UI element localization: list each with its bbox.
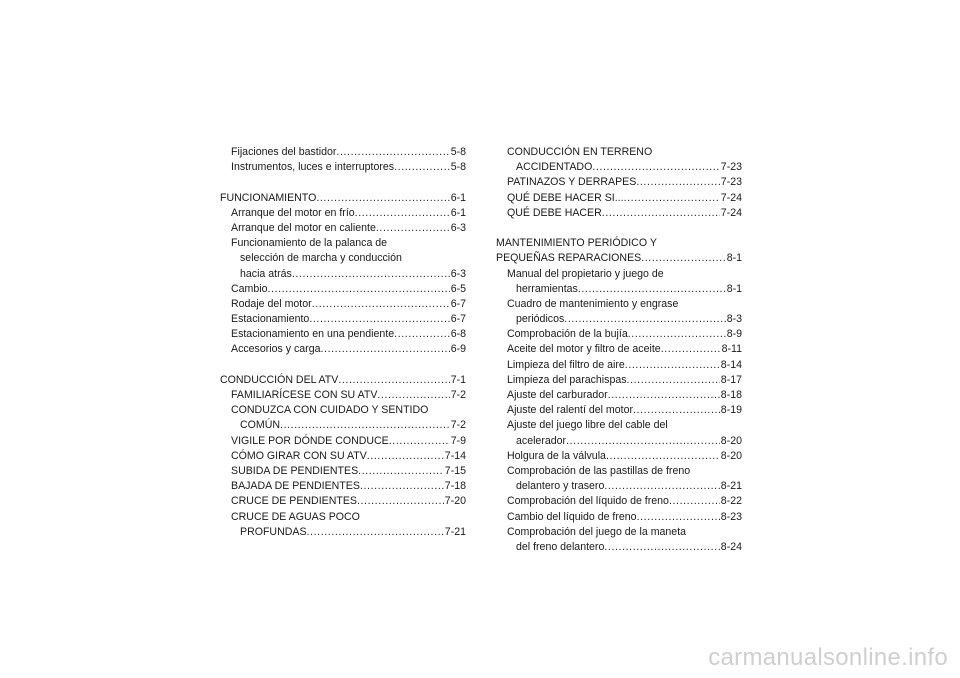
toc-page-number: 8-24 (720, 540, 742, 553)
toc-dot-leader (321, 342, 450, 357)
toc-page-number: 5-8 (450, 146, 466, 158)
toc-entry-title: Holgura de la válvula (507, 449, 606, 462)
toc-page-number: 7-23 (720, 176, 742, 189)
toc-dot-leader (602, 206, 720, 221)
toc-entry[interactable] (496, 282, 742, 297)
toc-dot-leader (312, 297, 450, 312)
toc-entry-title: selección de marcha y conducción (240, 252, 402, 265)
toc-entry-title: FUNCIONAMIENTO (220, 191, 317, 204)
toc-entry-title: Aceite del motor y filtro de aceite (507, 343, 661, 356)
toc-entry[interactable] (220, 282, 466, 297)
toc-entry[interactable] (220, 206, 466, 221)
toc-page-number: 6-3 (450, 221, 466, 234)
toc-entry[interactable] (220, 236, 466, 251)
toc-entry[interactable] (496, 449, 742, 464)
toc-dot-leader (389, 434, 450, 449)
toc-dot-leader (360, 479, 444, 494)
toc-entry-title: Ajuste del carburador (507, 389, 608, 401)
toc-chapter-entry[interactable] (496, 236, 742, 251)
toc-entry-title: Ajuste del juego libre del cable del (507, 419, 668, 432)
toc-entry[interactable] (220, 449, 466, 464)
toc-entry[interactable] (220, 221, 466, 236)
toc-entry-title: PATINAZOS Y DERRAPES (507, 176, 637, 189)
toc-entry-title: hacia atrás (240, 267, 292, 280)
toc-entry[interactable] (220, 510, 466, 525)
toc-page-number: 7-14 (444, 449, 466, 462)
toc-entry-title: COMÚN (240, 419, 281, 432)
toc-page-number: 5-8 (450, 161, 466, 174)
toc-chapter-entry[interactable] (220, 191, 466, 206)
toc-entry-title: Comprobación de las pastillas de freno (507, 464, 691, 477)
toc-page-number: 6-3 (450, 267, 466, 280)
toc-page-number: 6-1 (450, 206, 466, 219)
toc-dot-leader (636, 175, 719, 190)
toc-entry-title: delantero y trasero (516, 480, 605, 493)
toc-dot-leader (641, 251, 725, 266)
toc-dot-leader (268, 282, 450, 297)
toc-entry-title: Comprobación de la bujía (507, 328, 628, 341)
toc-spacer (220, 175, 466, 190)
toc-entry[interactable] (496, 145, 742, 160)
toc-entry-title: periódicos (516, 313, 565, 326)
toc-dot-leader (604, 540, 719, 555)
toc-dot-leader (357, 494, 444, 509)
toc-entry[interactable] (496, 388, 742, 403)
toc-page-number: 7-2 (450, 419, 466, 432)
toc-dot-leader (592, 160, 719, 175)
toc-entry[interactable] (496, 510, 742, 525)
toc-entry-title: Comprobación del líquido de freno (507, 495, 669, 508)
toc-entry-title: Cambio del líquido de freno (507, 510, 637, 523)
toc-entry-title: QUÉ DEBE HACER SI... (507, 191, 624, 204)
toc-page-number: 8-9 (726, 328, 742, 341)
toc-page-number: 7-15 (444, 464, 466, 477)
toc-dot-leader (377, 388, 449, 403)
toc-page-number: 7-2 (450, 389, 466, 401)
toc-entry-title: Accesorios y carga (231, 343, 321, 356)
toc-entry[interactable] (496, 479, 742, 494)
toc-entry[interactable] (496, 464, 742, 479)
toc-entry-title: Ajuste del ralentí del motor (507, 404, 634, 417)
toc-entry[interactable] (496, 342, 742, 357)
toc-entry[interactable] (496, 403, 742, 418)
toc-entry-title: BAJADA DE PENDIENTES (231, 480, 360, 493)
toc-page-number: 6-5 (450, 282, 466, 295)
toc-entry-title: VIGILE POR DÓNDE CONDUCE (231, 434, 389, 447)
toc-entry-title: CONDUZCA CON CUIDADO Y SENTIDO (231, 404, 429, 417)
toc-entry-title: Funcionamiento de la palanca de (231, 237, 388, 250)
toc-entry-title: CONDUCCIÓN EN TERRENO (507, 146, 653, 158)
toc-entry[interactable] (496, 175, 742, 190)
toc-page-number: 7-24 (720, 191, 742, 204)
toc-entry[interactable] (496, 327, 742, 342)
toc-dot-leader (394, 327, 450, 342)
toc-entry-title: CRUCE DE PENDIENTES (231, 495, 357, 508)
toc-entry[interactable] (496, 525, 742, 540)
toc-chapter-entry[interactable] (220, 373, 466, 388)
toc-entry[interactable] (496, 494, 742, 509)
toc-dot-leader (564, 312, 725, 327)
toc-dot-leader (608, 388, 720, 403)
toc-entry[interactable] (496, 267, 742, 282)
toc-page-number: 7-24 (720, 206, 742, 219)
toc-entry-title: Estacionamiento en una pendiente (231, 328, 395, 341)
toc-entry-title: Arranque del motor en frío (231, 206, 355, 219)
toc-page-number: 8-17 (720, 373, 742, 386)
toc-entry-title: Cambio (231, 282, 268, 295)
toc-entry[interactable] (220, 388, 466, 403)
toc-entry[interactable] (496, 434, 742, 449)
toc-page-number: 7-9 (450, 434, 466, 447)
toc-entry[interactable] (220, 160, 466, 175)
toc-page-number: 6-9 (450, 343, 466, 356)
toc-page-number: 6-7 (450, 297, 466, 310)
toc-entry[interactable] (220, 479, 466, 494)
toc-spacer (220, 358, 466, 373)
toc-dot-leader (309, 312, 449, 327)
toc-dot-leader (280, 418, 450, 433)
toc-dot-leader (358, 464, 444, 479)
toc-page-number: 8-18 (720, 389, 742, 401)
toc-entry[interactable] (496, 418, 742, 433)
toc-dot-leader (604, 479, 719, 494)
toc-entry[interactable] (496, 191, 742, 206)
toc-dot-leader (625, 358, 720, 373)
toc-dot-leader (633, 403, 720, 418)
toc-entry[interactable] (496, 312, 742, 327)
toc-dot-leader (292, 267, 450, 282)
toc-column-left (220, 145, 466, 540)
toc-entry-title: herramientas (516, 282, 578, 295)
toc-entry-title: Estacionamiento (231, 313, 310, 326)
toc-entry[interactable] (220, 464, 466, 479)
toc-page-number: 8-3 (726, 313, 742, 326)
toc-entry[interactable] (220, 342, 466, 357)
toc-page-number: 8-22 (720, 495, 742, 508)
toc-entry-title: del freno delantero (516, 540, 605, 553)
toc-entry[interactable] (496, 206, 742, 221)
toc-dot-leader (566, 434, 720, 449)
toc-page-number: 8-23 (720, 510, 742, 523)
toc-entry-title: ACCIDENTADO (516, 161, 593, 174)
toc-entry[interactable] (220, 418, 466, 433)
toc-entry-title: Comprobación del juego de la maneta (507, 525, 687, 538)
toc-chapter-entry[interactable] (496, 251, 742, 266)
toc-entry[interactable] (220, 297, 466, 312)
toc-dot-leader (376, 221, 450, 236)
toc-entry[interactable] (220, 251, 466, 266)
toc-entry[interactable] (496, 297, 742, 312)
toc-entry[interactable] (220, 525, 466, 540)
toc-entry-title: Manual del propietario y juego de (507, 267, 664, 280)
toc-dot-leader (578, 282, 726, 297)
toc-entry[interactable] (220, 267, 466, 282)
toc-page-number: 7-1 (450, 373, 466, 386)
toc-page-number: 8-1 (726, 282, 742, 295)
toc-entry-title: Limpieza del filtro de aire (507, 358, 625, 371)
toc-column-right (496, 145, 742, 555)
toc-dot-leader (355, 206, 450, 221)
toc-page-number: 8-20 (720, 434, 742, 447)
toc-entry-title: acelerador (516, 434, 567, 447)
toc-dot-leader (637, 510, 720, 525)
toc-entry-title: PEQUEÑAS REPARACIONES (496, 252, 642, 265)
toc-dot-leader (316, 191, 449, 206)
toc-page-number: 6-8 (450, 328, 466, 341)
toc-entry-title: SUBIDA DE PENDIENTES (231, 464, 359, 477)
toc-entry-title: PROFUNDAS (240, 525, 307, 538)
toc-dot-leader (661, 342, 721, 357)
toc-page-number: 6-7 (450, 313, 466, 326)
toc-dot-leader (307, 525, 444, 540)
toc-dot-leader (336, 145, 449, 160)
toc-entry-title: Arranque del motor en caliente (231, 221, 376, 234)
toc-entry[interactable] (496, 358, 742, 373)
toc-entry-title: Instrumentos, luces e interruptores (231, 161, 395, 174)
toc-page-number: 8-14 (720, 358, 742, 371)
toc-dot-leader (627, 373, 720, 388)
toc-entry-title: QUÉ DEBE HACER (507, 206, 602, 219)
toc-entry-title: CONDUCCIÓN DEL ATV (220, 373, 339, 386)
toc-entry[interactable] (220, 403, 466, 418)
toc-page-number: 6-1 (450, 191, 466, 204)
toc-page-number: 8-19 (720, 404, 742, 417)
toc-dot-leader (338, 373, 449, 388)
toc-dot-leader (394, 160, 450, 175)
toc-page-number: 7-20 (444, 495, 466, 508)
toc-page-number: 7-23 (720, 161, 742, 174)
toc-page-number: 8-11 (721, 343, 742, 356)
toc-entry[interactable] (220, 327, 466, 342)
toc-page-number: 8-20 (720, 449, 742, 462)
toc-entry[interactable] (496, 540, 742, 555)
toc-entry[interactable] (220, 312, 466, 327)
toc-dot-leader (606, 449, 720, 464)
toc-entry-title: Rodaje del motor (231, 297, 312, 310)
toc-dot-leader (367, 449, 444, 464)
toc-page-number: 7-18 (444, 480, 466, 493)
toc-entry[interactable] (220, 494, 466, 509)
toc-entry-title: CÓMO GIRAR CON SU ATV (231, 449, 367, 462)
toc-entry[interactable] (496, 160, 742, 175)
toc-entry-title: Fijaciones del bastidor (231, 146, 337, 158)
toc-dot-leader (669, 494, 720, 509)
toc-page-number: 8-21 (720, 480, 742, 493)
toc-entry[interactable] (496, 373, 742, 388)
toc-entry-title: CRUCE DE AGUAS POCO (231, 510, 360, 523)
toc-dot-leader (624, 191, 720, 206)
toc-page-number: 8-1 (726, 252, 742, 265)
toc-entry[interactable] (220, 145, 466, 160)
toc-dot-leader (628, 327, 726, 342)
watermark: carmanualsonline.info (708, 644, 948, 671)
toc-page-number: 7-21 (444, 525, 466, 538)
toc-spacer (496, 221, 742, 236)
toc-entry[interactable] (220, 434, 466, 449)
toc-entry-title: Cuadro de mantenimiento y engrase (507, 297, 679, 310)
toc-entry-title: MANTENIMIENTO PERIÓDICO Y (496, 237, 657, 250)
toc-entry-title: Limpieza del parachispas (507, 373, 627, 386)
toc-entry-title: FAMILIARÍCESE CON SU ATV (231, 389, 378, 401)
